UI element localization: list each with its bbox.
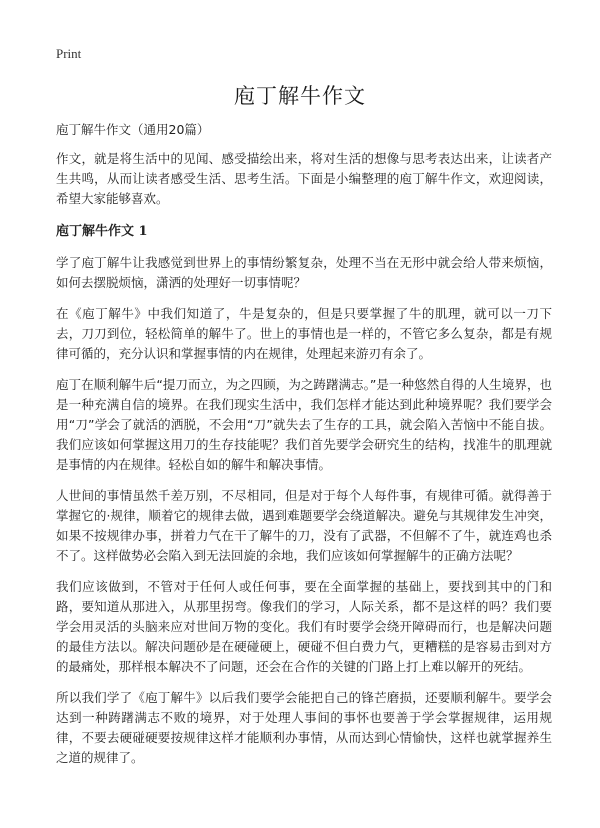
print-link[interactable]: Print	[56, 46, 82, 61]
section-heading: 庖丁解牛作文 1	[56, 224, 148, 239]
paragraph-3: 庖丁在顺利解牛后“提刀而立，为之四顾，为之踌躇满志。”是一种悠然自得的人生境界，也是一种充满自信的境界。在我们现实生活中，我们怎样才能达到此种境界呢？我们要学会用“刀”学会了就活的洒脱，不会用“刀”就失去了生存的工具，就会陷入苦恼中不能自拔。我们应该如何掌握这用刀的生存技能呢？我们首先要学会研究生的结构，找准牛的肌理就是事情的内在规律。轻松自如的解牛和解决事情。	[56, 377, 552, 472]
paragraph-6: 所以我们学了《庖丁解牛》以后我们要学会能把自己的锋芒磨损，还要顺利解牛。要学会达到一种踌躇满志不败的境界，对于处理人事间的事怀也要善于学会掌握规律，运用规律，不要去硬碰硬要按规律这样才能顺利办事情，从而达到心情愉快，这样也就掌握养生之道的规律了。	[56, 690, 552, 765]
article-body	[56, 120, 552, 779]
article-subtitle: 庖丁解牛作文（通用20篇）	[56, 122, 210, 137]
page-title: 庖丁解牛作文	[234, 84, 366, 108]
paragraph-2: 在《庖丁解牛》中我们知道了，牛是复杂的，但是只要掌握了牛的肌理，就可以一刀下去，刀刀到位，轻松简单的解牛了。世上的事情也是一样的，不管它多么复杂，都是有规律可循的，充分认识和掌握事情的内在规律，处理起来游刃有余了。	[56, 306, 552, 361]
paragraph-4: 人世间的事情虽然千差万别，不尽相同，但是对于每个人每件事，有规律可循。就得善于掌握它的·规律，顺着它的规律去做，遇到难题要学会绕道解决。避免与其规律发生冲突，如果不按规律办事，拼着力气在干了解牛的刀，没有了武器，不但解不了牛，就连鸡也杀不了。这样做势必会陷入到无法回旋的余地，我们应该如何掌握解牛的正确方法呢？	[56, 488, 552, 563]
intro-paragraph: 作文，就是将生活中的见闻、感受描绘出来，将对生活的想像与思考表达出来，让读者产生共鸣，从而让读者感受生活、思考生活。下面是小编整理的庖丁解牛作文，欢迎阅读，希望大家能够喜欢。	[56, 151, 552, 206]
paragraph-1: 学了庖丁解牛让我感觉到世界上的事情纷繁复杂，处理不当在无形中就会给人带来烦恼，如何去摆脱烦恼，潇洒的处理好一切事情呢？	[56, 255, 552, 290]
paragraph-5: 我们应该做到，不管对于任何人或任何事，要在全面掌握的基础上，要找到其中的门和路，要知道从那进入，从那里拐弯。像我们的学习，人际关系，都不是这样的吗？我们要学会用灵活的头脑来应对世间万物的变化。我们有时要学会绕开障碍而行，也是解决问题的最佳方法以。解决问题砂是在硬碰硬上，硬碰不但白费力气，更糟糕的是容易击到对方的最痛处，那样根本解决不了问题，还会在合作的关键的门路上打上难以解开的死结。	[56, 579, 552, 674]
